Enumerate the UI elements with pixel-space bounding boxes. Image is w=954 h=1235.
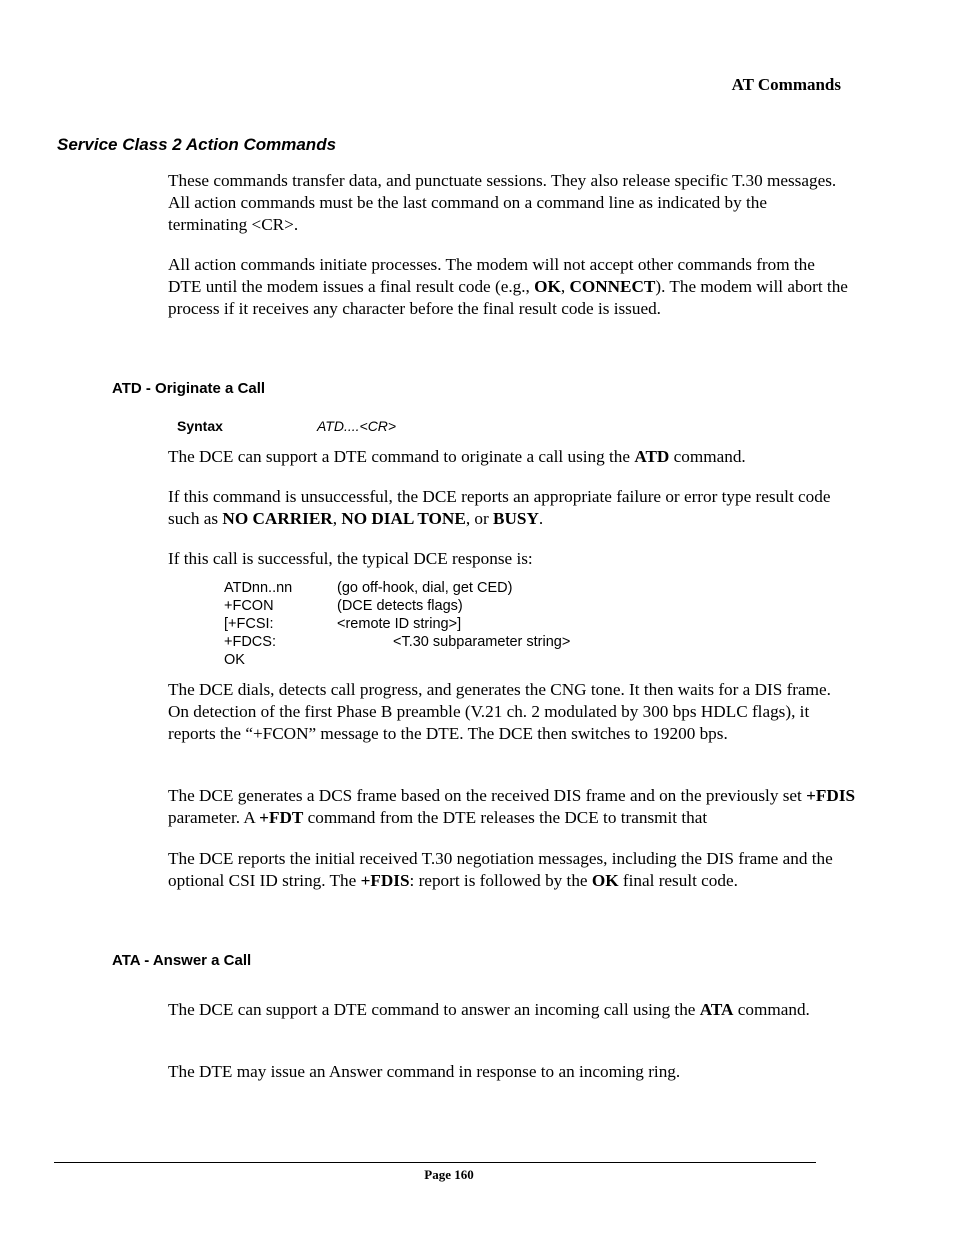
atd-paragraph-2: If this command is unsuccessful, the DCE reports an appropriate failure or error type result code such as NO CARRIER, NO DIAL TONE, or BUSY. (168, 487, 831, 528)
response-cmd: [+FCSI: (224, 616, 274, 632)
ata-heading: ATA - Answer a Call (112, 952, 252, 969)
footer-rule (54, 1162, 816, 1163)
ata-paragraph-1: The DCE can support a DTE command to answer an incoming call using the ATA command. (168, 1000, 810, 1019)
atd-paragraph-3: If this call is successful, the typical DCE response is: (168, 549, 533, 568)
atd-syntax-value: ATD....<CR> (317, 418, 397, 434)
atd-paragraph-4: The DCE dials, detects call progress, and generates the CNG tone. It then waits for a DIS frame. On detection of the first Phase B preamble (V.21 ch. 2 modulated by 300 bps HDLC flags), it reports the “+FCON” message to the DTE. The DCE then switches to 19200 bps. (168, 680, 831, 743)
response-cmd: +FDCS: (224, 634, 276, 650)
page-number: Page 160 (424, 1167, 474, 1182)
atd-heading: ATD - Originate a Call (112, 380, 266, 397)
response-cmd: ATDnn..nn (224, 580, 293, 596)
atd-paragraph-1: The DCE can support a DTE command to originate a call using the ATD command. (168, 447, 746, 466)
running-header: AT Commands (731, 75, 841, 94)
atd-paragraph-6: The DCE reports the initial received T.30 negotiation messages, including the DIS frame and the optional CSI ID string. The +FDIS: report is followed by the OK final result code. (168, 849, 833, 890)
response-desc: <remote ID string>] (337, 616, 462, 632)
response-desc: <T.30 subparameter string> (393, 634, 571, 650)
atd-paragraph-5: The DCE generates a DCS frame based on the received DIS frame and on the previously set +FDIS parameter. A +FDT command from the DTE releases the DCE to transmit that (168, 786, 856, 827)
response-desc: (go off-hook, dial, get CED) (337, 580, 513, 596)
section-title: Service Class 2 Action Commands (57, 135, 337, 154)
atd-syntax-label: Syntax (177, 418, 223, 434)
intro-paragraph-1: These commands transfer data, and punctuate sessions. They also release specific T.30 messages. All action commands must be the last command on a command line as indicated by the terminating <CR>. (168, 171, 837, 234)
response-cmd: +FCON (224, 598, 274, 614)
response-cmd: OK (224, 652, 245, 668)
response-desc: (DCE detects flags) (337, 598, 463, 614)
intro-paragraph-2: All action commands initiate processes. The modem will not accept other commands from the DTE until the modem issues a final result code (e.g., OK, CONNECT). The modem will abort the process if it receives any character before the final result code is issued. (168, 255, 848, 318)
ata-paragraph-2: The DTE may issue an Answer command in response to an incoming ring. (168, 1062, 681, 1081)
